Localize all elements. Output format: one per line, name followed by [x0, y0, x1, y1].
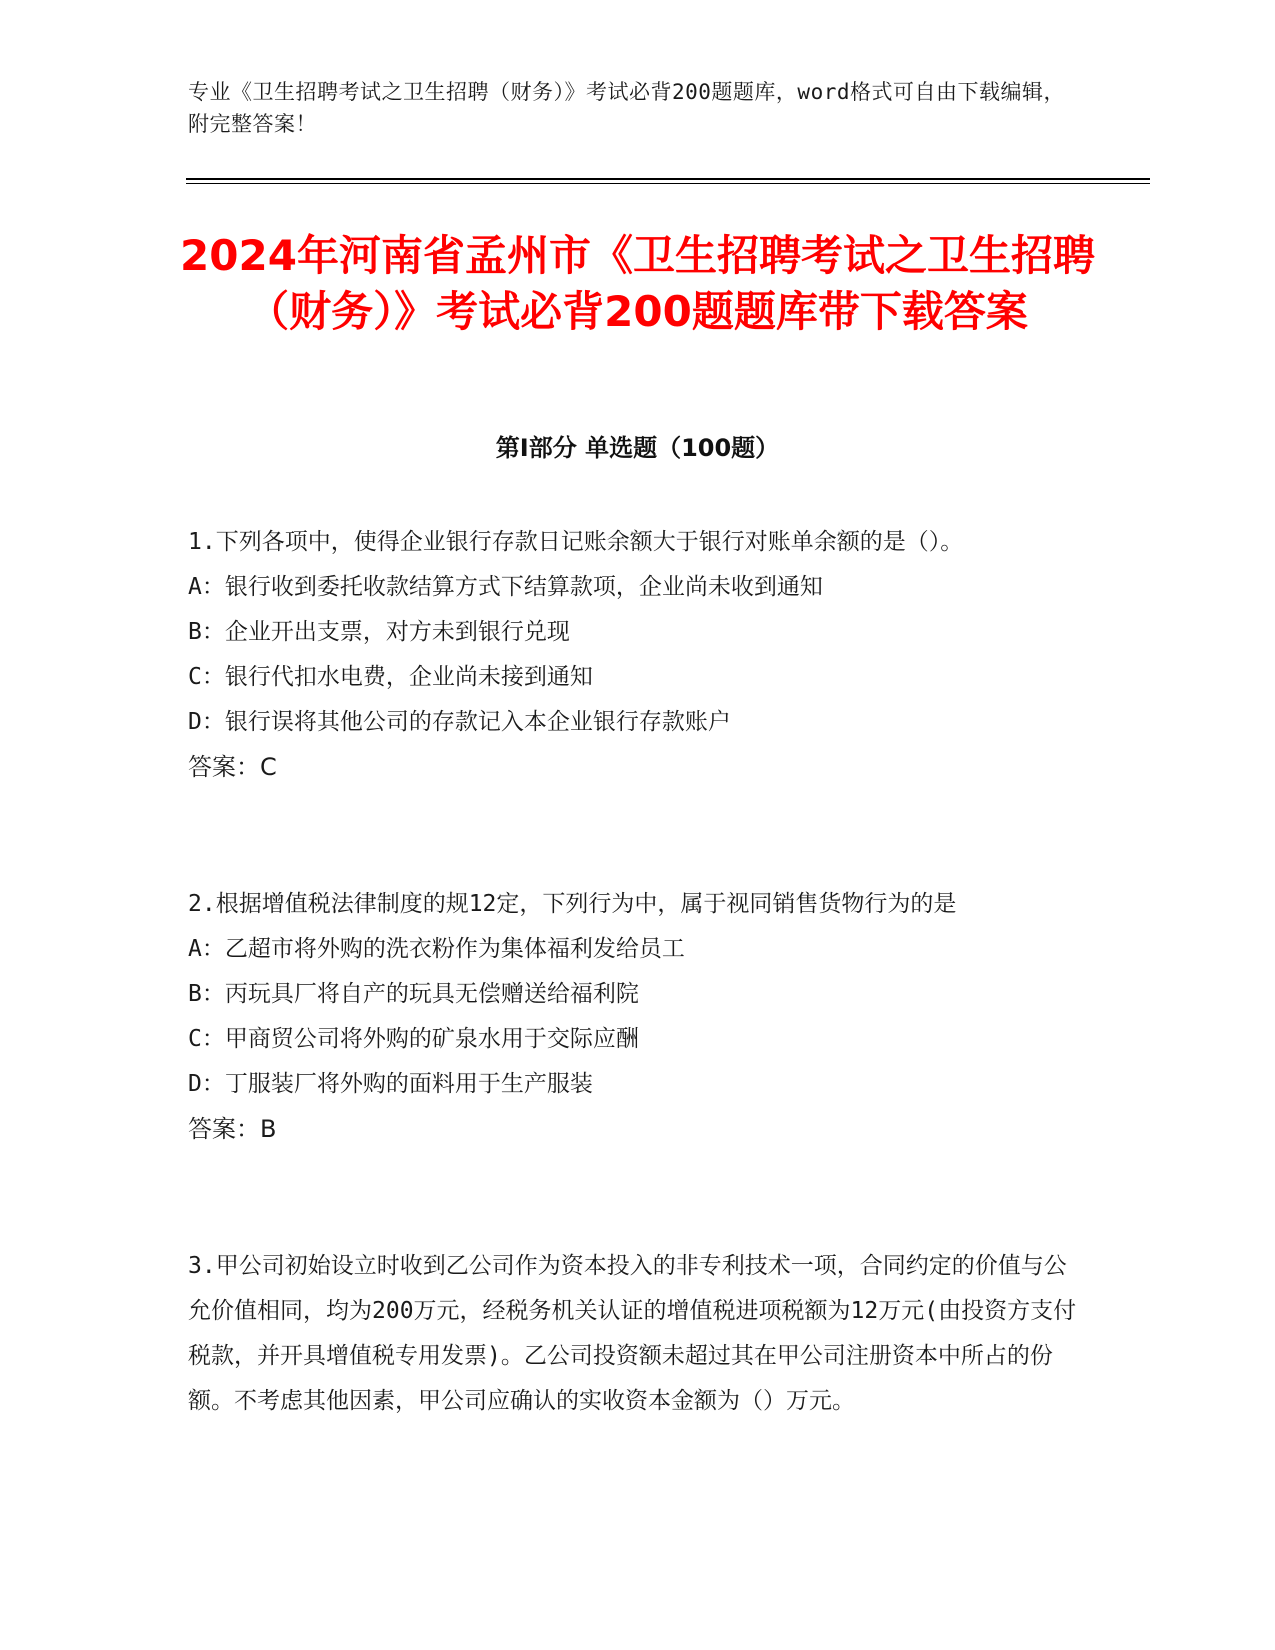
answer: 答案：B	[188, 1115, 277, 1143]
question-stem: 3.甲公司初始设立时收到乙公司作为资本投入的非专利技术一项，合同约定的价值与公允价值相同，均为200万元，经税务机关认证的增值税进项税额为12万元(由投资方支付税款，并开具增值税专用发票)。乙公司投资额未超过其在甲公司注册资本中所占的份额。不考虑其他因素，甲公司应确认的实收资本金额为（）万元。	[188, 1253, 1077, 1414]
question-1	[188, 520, 1088, 790]
option-d: D：银行误将其他公司的存款记入本企业银行存款账户	[188, 709, 731, 735]
header-divider-thick	[186, 178, 1150, 180]
option-c: C：甲商贸公司将外购的矿泉水用于交际应酬	[188, 1026, 639, 1052]
question-stem: 1.下列各项中，使得企业银行存款日记账余额大于银行对账单余额的是（）。	[188, 529, 964, 555]
header-divider-thin	[186, 183, 1150, 184]
option-b: B：企业开出支票，对方未到银行兑现	[188, 619, 570, 645]
option-c: C：银行代扣水电费，企业尚未接到通知	[188, 664, 593, 690]
answer: 答案：C	[188, 753, 277, 781]
option-d: D：丁服装厂将外购的面料用于生产服装	[188, 1071, 593, 1097]
option-a: A：乙超市将外购的洗衣粉作为集体福利发给员工	[188, 936, 685, 962]
question-2	[188, 882, 1088, 1152]
header-note: 专业《卫生招聘考试之卫生招聘（财务）》考试必背200题题库，word格式可自由下载编辑，附完整答案！	[188, 80, 1065, 136]
question-stem: 2.根据增值税法律制度的规12定，下列行为中，属于视同销售货物行为的是	[188, 891, 957, 917]
section-title: 第Ⅰ部分 单选题（100题）	[495, 434, 780, 462]
question-3	[188, 1244, 1088, 1424]
document-title: 2024年河南省孟州市《卫生招聘考试之卫生招聘（财务）》考试必背200题题库带下载答案	[180, 231, 1095, 336]
option-a: A：银行收到委托收款结算方式下结算款项，企业尚未收到通知	[188, 574, 823, 600]
option-b: B：丙玩具厂将自产的玩具无偿赠送给福利院	[188, 981, 639, 1007]
